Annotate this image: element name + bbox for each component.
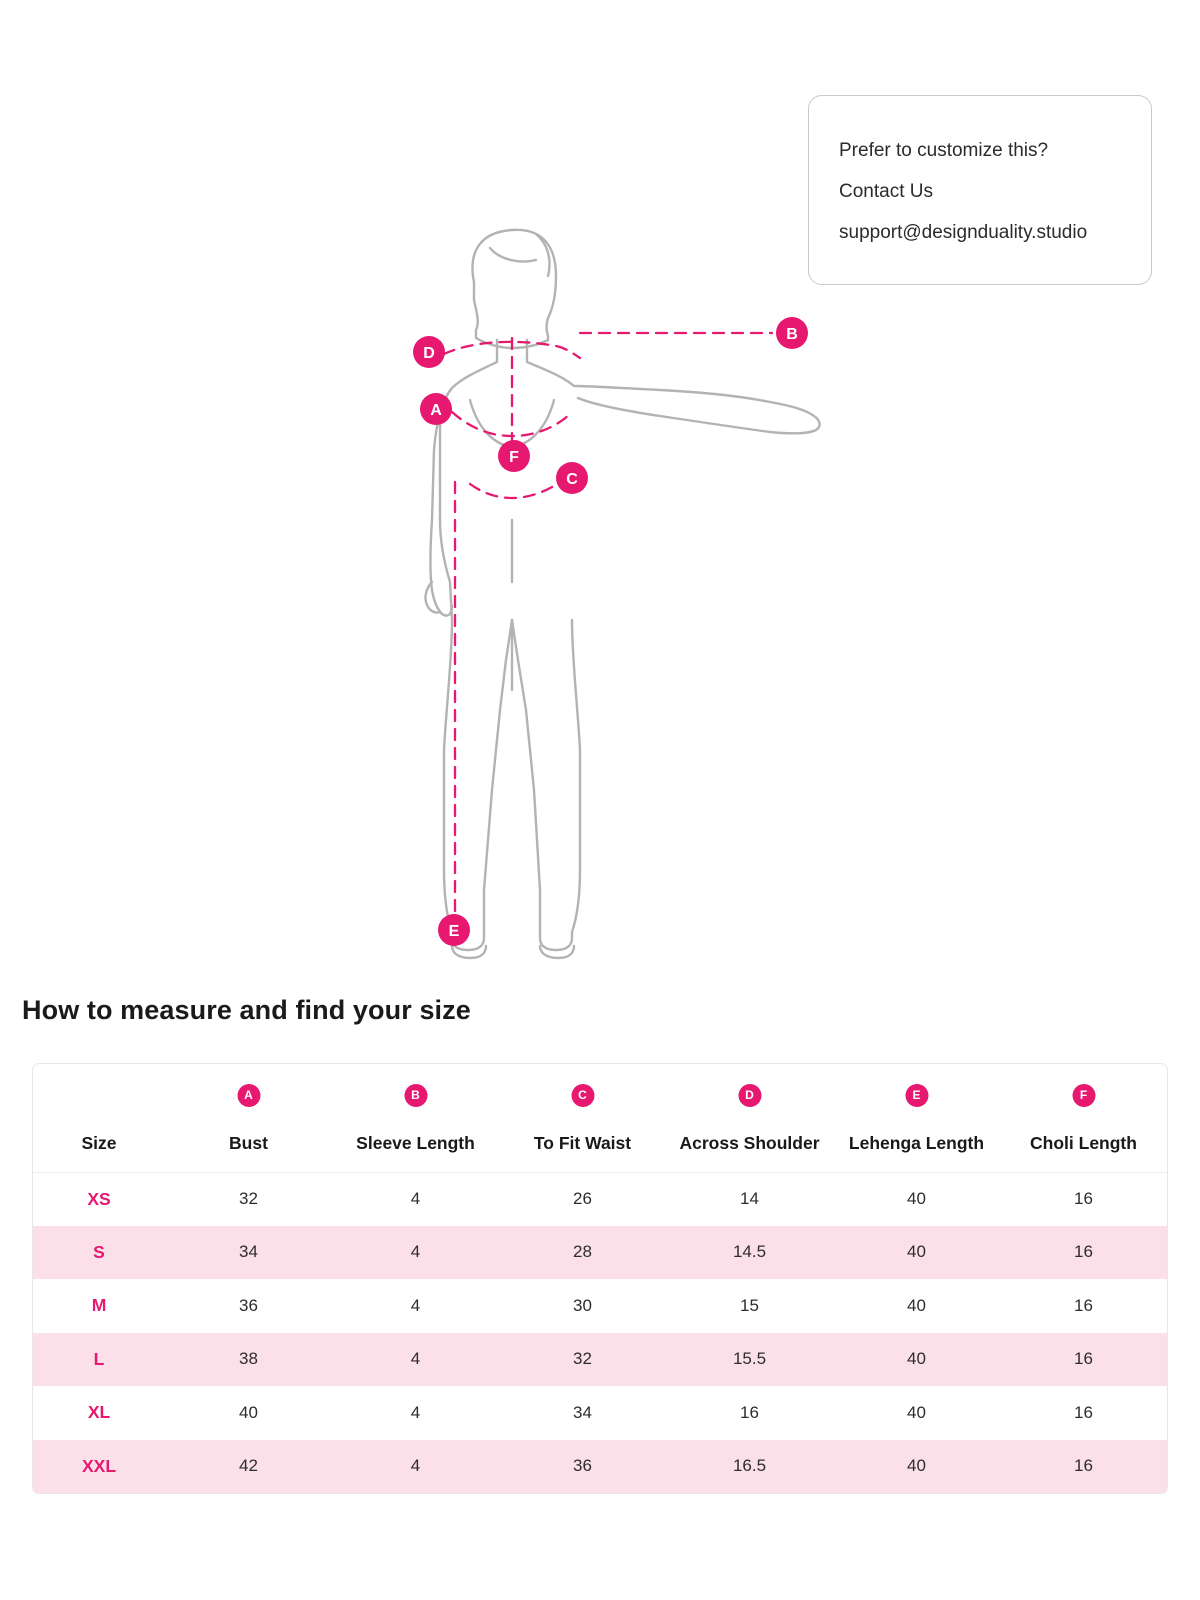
header-to-fit-waist-label: To Fit Waist bbox=[533, 1132, 632, 1153]
table-header-row bbox=[33, 1064, 1167, 1172]
marker-F bbox=[498, 440, 530, 472]
cell-lehenga-length: 40 bbox=[907, 1456, 926, 1476]
svg-text:B: B bbox=[786, 326, 798, 343]
cell-sleeve-length: 4 bbox=[410, 1456, 421, 1476]
cell-sleeve-length: 4 bbox=[410, 1402, 421, 1422]
badge-e: E bbox=[905, 1084, 928, 1107]
table-row bbox=[33, 1386, 1167, 1440]
cell-size: XL bbox=[87, 1402, 111, 1423]
cell-bust: 40 bbox=[239, 1402, 258, 1422]
header-bust bbox=[165, 1064, 332, 1172]
cell-sleeve-length: 4 bbox=[410, 1189, 421, 1208]
cell-sleeve-length: 4 bbox=[410, 1242, 421, 1262]
cell-sleeve-length: 4 bbox=[410, 1295, 421, 1315]
table-row bbox=[33, 1279, 1167, 1333]
cell-size: L bbox=[93, 1348, 105, 1369]
table-row bbox=[33, 1333, 1167, 1387]
cell-lehenga-length: 40 bbox=[907, 1402, 926, 1422]
cell-size: XS bbox=[87, 1188, 111, 1209]
measure-lines bbox=[444, 333, 772, 918]
cell-choli-length: 16 bbox=[1074, 1456, 1093, 1476]
cell-bust: 36 bbox=[239, 1295, 258, 1315]
body-silhouette bbox=[425, 230, 819, 958]
page-title: How to measure and find your size bbox=[22, 995, 471, 1025]
cell-choli-length: 16 bbox=[1074, 1402, 1093, 1422]
cell-choli-length: 16 bbox=[1074, 1295, 1093, 1315]
marker-B bbox=[776, 317, 808, 349]
header-sleeve-length bbox=[332, 1064, 499, 1172]
cell-to-fit-waist: 26 bbox=[573, 1189, 592, 1208]
header-lehenga-length bbox=[833, 1064, 1000, 1172]
size-chart-table bbox=[33, 1064, 1167, 1493]
header-across-shoulder bbox=[666, 1064, 833, 1172]
cell-choli-length: 16 bbox=[1074, 1189, 1093, 1208]
cell-to-fit-waist: 34 bbox=[573, 1402, 592, 1422]
cell-bust: 32 bbox=[239, 1189, 258, 1208]
header-lehenga-length-label: Lehenga Length bbox=[848, 1132, 985, 1153]
badge-b: B bbox=[404, 1084, 427, 1107]
cell-choli-length: 16 bbox=[1074, 1242, 1093, 1262]
svg-text:F: F bbox=[509, 449, 519, 466]
cell-choli-length: 16 bbox=[1074, 1349, 1093, 1369]
cell-to-fit-waist: 28 bbox=[573, 1242, 592, 1262]
cell-size: XXL bbox=[81, 1455, 117, 1476]
size-chart-card bbox=[32, 1063, 1168, 1494]
table-row bbox=[33, 1226, 1167, 1280]
cell-lehenga-length: 40 bbox=[907, 1349, 926, 1369]
cell-across-shoulder: 14.5 bbox=[732, 1242, 767, 1262]
cell-bust: 34 bbox=[239, 1242, 258, 1262]
cell-to-fit-waist: 30 bbox=[573, 1295, 592, 1315]
marker-A bbox=[420, 393, 452, 425]
cell-across-shoulder: 15.5 bbox=[732, 1349, 767, 1369]
contact-us-label[interactable]: Contact Us bbox=[839, 181, 933, 202]
header-choli-length bbox=[1000, 1064, 1167, 1172]
cell-across-shoulder: 14 bbox=[740, 1189, 759, 1208]
marker-C bbox=[556, 462, 588, 494]
line-waist bbox=[470, 482, 560, 498]
cell-lehenga-length: 40 bbox=[907, 1242, 926, 1262]
measurement-figure bbox=[0, 190, 1200, 970]
support-email[interactable]: support@designduality.studio bbox=[839, 222, 1088, 243]
customize-prompt: Prefer to customize this? bbox=[839, 140, 1049, 161]
header-sleeve-length-label: Sleeve Length bbox=[356, 1132, 475, 1153]
cell-bust: 42 bbox=[239, 1456, 258, 1476]
cell-lehenga-length: 40 bbox=[907, 1189, 926, 1208]
badge-c: C bbox=[571, 1084, 594, 1107]
header-size bbox=[33, 1064, 165, 1172]
cell-lehenga-length: 40 bbox=[907, 1295, 926, 1315]
badge-f: F bbox=[1072, 1084, 1095, 1107]
marker-badges bbox=[413, 317, 808, 946]
header-size-label: Size bbox=[81, 1132, 117, 1153]
svg-text:A: A bbox=[430, 402, 442, 419]
header-choli-length-label: Choli Length bbox=[1030, 1132, 1137, 1153]
cell-sleeve-length: 4 bbox=[410, 1349, 421, 1369]
cell-across-shoulder: 16.5 bbox=[732, 1456, 767, 1476]
badge-a: A bbox=[237, 1084, 260, 1107]
marker-E bbox=[438, 914, 470, 946]
cell-to-fit-waist: 36 bbox=[573, 1456, 592, 1476]
cell-bust: 38 bbox=[239, 1349, 258, 1369]
header-bust-label: Bust bbox=[229, 1132, 268, 1153]
table-row bbox=[33, 1172, 1167, 1226]
cell-size: S bbox=[93, 1241, 105, 1262]
cell-across-shoulder: 16 bbox=[740, 1402, 759, 1422]
svg-text:D: D bbox=[423, 345, 435, 362]
svg-text:E: E bbox=[448, 923, 460, 940]
cell-size: M bbox=[91, 1295, 107, 1316]
badge-d: D bbox=[738, 1084, 761, 1107]
marker-D bbox=[413, 336, 445, 368]
table-row bbox=[33, 1440, 1167, 1494]
cell-to-fit-waist: 32 bbox=[573, 1349, 592, 1369]
header-to-fit-waist bbox=[499, 1064, 666, 1172]
header-across-shoulder-label: Across Shoulder bbox=[679, 1132, 820, 1153]
svg-text:C: C bbox=[566, 471, 578, 488]
cell-across-shoulder: 15 bbox=[740, 1295, 759, 1315]
